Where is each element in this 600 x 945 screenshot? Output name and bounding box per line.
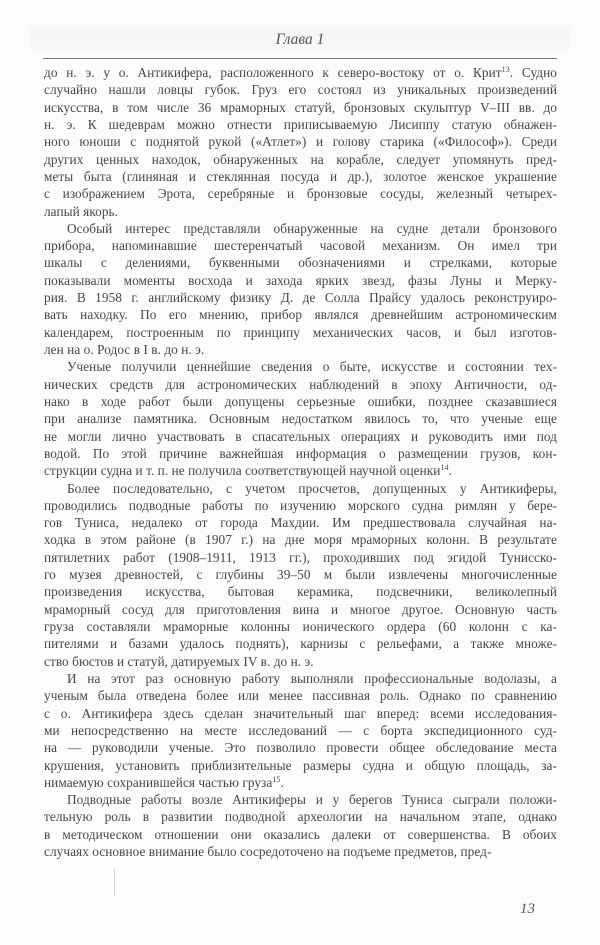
line-text: гов Туниса, недалеко от города Махдии. Им предшествовала случайная на- [44, 515, 557, 531]
line-text: календарем, построенным по принципу механических часов, и был изготов- [44, 324, 557, 340]
paragraph [44, 64, 557, 220]
line-text: пятилетних работ (1908–1911, 1913 гг.), проходивших под эгидой Тунисско- [44, 549, 557, 565]
line-text: показывали моменты восхода и захода ярких звезд, фазы Луны и Мерку- [44, 272, 557, 288]
text-line [44, 497, 557, 514]
header-rule [43, 58, 557, 59]
line-text: го музея древностей, с глубины 39–50 м были извлечены многочисленные [44, 567, 557, 583]
text-line [44, 324, 557, 341]
text-line [44, 843, 557, 860]
line-text: И на этот раз основную работу выполняли профессиональные водолазы, а [67, 670, 557, 686]
line-text: н. э. К шедеврам можно отнести приписываемую Лисиппу статую обнажен- [44, 116, 557, 132]
text-line [44, 687, 557, 704]
line-text: шкалы с делениями, буквенными обозначениями и стрелками, которые [44, 255, 557, 271]
text-line [44, 635, 557, 652]
line-text: на — руководили ученые. Это позволило провести общее обследование места [44, 740, 557, 756]
paragraph [44, 670, 557, 791]
text-line [44, 705, 557, 722]
line-text-after: . [280, 774, 284, 790]
text-line [44, 428, 557, 445]
text-line [44, 670, 557, 687]
line-text: с о. Антикифера здесь сделан значительный шаг вперед: всеми исследования- [44, 705, 557, 721]
line-text: проводились подводные работы по изучению морского судна римлян у бере- [44, 497, 557, 513]
line-text: лапый якорь. [44, 203, 119, 219]
line-text: не могли лично участвовать в спасательных операциях и руководить ими под [44, 428, 557, 444]
line-text: рия. В 1958 г. английскому физику Д. де Солла Прайсу удалось реконструиро- [44, 290, 557, 306]
line-text: тельную роль в развитии подводной археологии на начальном этапе, однако [44, 809, 557, 825]
text-line [44, 480, 557, 497]
text-line [44, 514, 557, 531]
line-text: случаях основное внимание было сосредоточено на подъеме предметов, пред- [44, 844, 492, 860]
text-line [44, 289, 557, 306]
text-line [44, 237, 557, 254]
line-text: струкции судна и т. п. не получила соответствующей научной оценки [44, 463, 441, 479]
line-text: ученым была отведена более или менее пассивная роль. Однако по сравнению [44, 688, 557, 704]
text-line [44, 341, 557, 358]
line-text: Более последовательно, с учетом просчетов, допущенных у Антикиферы, [67, 480, 557, 496]
footnote-marker: 15 [272, 774, 281, 784]
paragraph [44, 480, 557, 670]
line-text: нако в ходе работ были допущены серьезные ошибки, позднее сказавшиеся [44, 393, 557, 409]
text-line [44, 653, 557, 670]
text-line [44, 757, 557, 774]
text-line [44, 203, 557, 220]
line-text: крушения, установить приблизительные размеры судна и общую площадь, за- [44, 757, 557, 773]
paragraph [44, 791, 557, 860]
line-text: груза составляли мраморные колонны ионического ордера (60 колонн с ка- [44, 619, 557, 634]
line-text-after: . Судно [509, 65, 557, 80]
text-line [44, 583, 557, 600]
line-text: нических средств для астрономических наблюдений в эпоху Античности, од- [44, 376, 557, 392]
line-text: водой. По этой причине важнейшая информация о размещении грузов, кон- [44, 445, 557, 461]
text-line [44, 393, 557, 410]
text-line [44, 462, 557, 479]
line-text: ного юноши с поднятой рукой («Атлет») и голову старика («Философ»). Среди [44, 134, 557, 150]
line-text: до н. э. у о. Антикифера, расположенного к северо-востоку от о. Крит [44, 65, 502, 80]
line-text: Подводные работы возле Антикиферы и у берегов Туниса сыграли положи- [67, 792, 557, 808]
scan-artifact-line [114, 868, 115, 896]
line-text: меты быта (глиняная и стеклянная посуда и др.), золотое женское украшение [44, 168, 557, 184]
text-line [44, 133, 557, 150]
text-line [44, 185, 557, 202]
text-line [44, 808, 557, 825]
running-head: Глава 1 [275, 31, 325, 48]
text-line [44, 254, 557, 271]
text-line [44, 826, 557, 843]
line-text: искусства, в том числе 36 мраморных статуй, бронзовых скульптур V–III вв. до [44, 99, 557, 115]
line-text: ми непосредственно на месте исследований — с борта экспедиционного суд- [44, 722, 557, 738]
line-text: случайно нашли ловцы губок. Груз его состоял из уникальных произведений [44, 82, 557, 98]
text-line [44, 64, 557, 81]
line-text: пителями и базами удалось поднять), карнизы с рельефами, а также множе- [44, 636, 557, 652]
text-line [44, 566, 557, 583]
footnote-marker: 14 [440, 463, 449, 473]
line-text: других ценных находок, обнаруженных на корабле, следует упомянуть пред- [44, 151, 557, 167]
text-line [44, 791, 557, 808]
line-text: в методическом отношении они оказались далеки от совершенства. В обоих [44, 826, 557, 842]
line-text: при анализе памятника. Основным недостатком явилось то, что ученые еще [44, 411, 557, 427]
text-line [44, 168, 557, 185]
paragraph [44, 358, 557, 479]
line-text: прибора, напоминавшие шестеренчатый часовой механизм. Он имел три [44, 238, 557, 254]
text-line [44, 358, 557, 375]
text-line [44, 306, 557, 323]
line-text: Особый интерес представляли обнаруженные на судне детали бронзового [67, 220, 557, 236]
line-text: нимаемую сохранившейся частью груза [44, 774, 273, 790]
line-text: с изображением Эрота, серебряные и бронзовые сосуды, железный четырех- [44, 186, 557, 202]
text-line [44, 601, 557, 618]
paragraph [44, 220, 557, 359]
line-text: Ученые получили ценнейшие сведения о быте, искусстве и состоянии тех- [67, 359, 557, 375]
text-line [44, 739, 557, 756]
footnote-marker: 13 [501, 65, 510, 74]
text-line [44, 81, 557, 98]
text-line [44, 99, 557, 116]
text-line [44, 722, 557, 739]
line-text: ходка в этом районе (в 1907 г.) на дне моря мраморных колонн. В результате [44, 532, 557, 548]
text-line [44, 116, 557, 133]
page-number: 13 [520, 901, 535, 917]
line-text: ство бюстов и статуй, датируемых IV в. до н. э. [44, 653, 314, 669]
text-line [44, 151, 557, 168]
text-line [44, 376, 557, 393]
text-line [44, 445, 557, 462]
text-line [44, 272, 557, 289]
line-text: лен на о. Родос в I в. до н. э. [44, 342, 205, 357]
text-line [44, 618, 557, 635]
text-line [44, 549, 557, 566]
text-line [44, 220, 557, 237]
line-text: мраморный сосуд для приготовления вина и многое другое. Основную часть [44, 601, 557, 617]
line-text: произведения искусства, бытовая керамика, подсвечники, великолепный [44, 584, 557, 600]
line-text-after: . [448, 463, 452, 479]
text-line [44, 410, 557, 427]
line-text: вать находку. По его мнению, прибор являлся древнейшим астрономическим [44, 307, 557, 323]
text-line [44, 531, 557, 548]
body-text [44, 64, 557, 860]
text-line [44, 774, 557, 791]
